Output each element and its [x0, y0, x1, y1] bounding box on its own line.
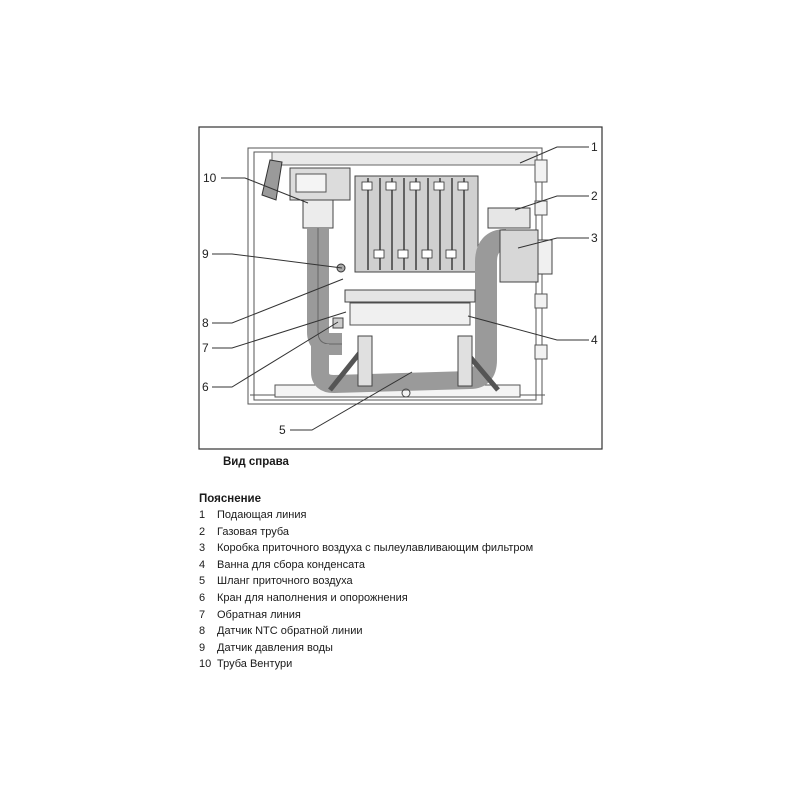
legend-item: [199, 557, 533, 574]
legend-item: [199, 573, 533, 590]
callout-7: 7: [202, 341, 209, 355]
legend-item-label: Коробка приточного воздуха с пылеулавливающим фильтром: [217, 542, 534, 555]
legend-item-number: 10: [199, 658, 212, 671]
legend-item-label: Шланг приточного воздуха: [217, 575, 353, 588]
legend-item-label: Датчик давления воды: [217, 641, 333, 654]
callout-10: 10: [203, 171, 217, 185]
legend-item: [199, 656, 533, 673]
legend-item-number: 2: [199, 525, 206, 538]
figure-caption: Вид справа: [223, 456, 289, 468]
callout-2: 2: [591, 189, 598, 203]
legend-item-label: Датчик NTC обратной линии: [217, 625, 363, 638]
heat-exchanger: [355, 176, 478, 272]
fill-drain-valve: [333, 318, 343, 328]
callout-1: 1: [591, 140, 598, 154]
legend-item-label: Газовая труба: [217, 525, 290, 538]
callout-3: 3: [591, 231, 598, 245]
legend-title: Пояснение: [199, 493, 261, 505]
legend: [199, 493, 533, 673]
legend-item-label: Подающая линия: [217, 509, 307, 521]
legend-item: [199, 590, 533, 607]
fan-module: [262, 160, 282, 200]
condensate-pan: [345, 290, 475, 325]
legend-item-label: Труба Вентури: [217, 658, 293, 671]
callout-8: 8: [202, 316, 209, 330]
legend-item-number: 3: [199, 542, 206, 555]
legend-item: [199, 507, 533, 524]
legend-item-label: Обратная линия: [217, 608, 301, 621]
legend-item: [199, 540, 533, 557]
callout-4: 4: [591, 333, 598, 347]
legend-item-number: 4: [199, 558, 206, 571]
legend-item: [199, 524, 533, 541]
callout-6: 6: [202, 380, 209, 394]
legend-item: [199, 623, 533, 640]
legend-item: [199, 640, 533, 657]
legend-item-number: 6: [199, 591, 206, 604]
callout-9: 9: [202, 247, 209, 261]
legend-item-number: 5: [199, 575, 206, 588]
legend-item-number: 7: [199, 608, 206, 621]
legend-item-number: 9: [199, 641, 206, 654]
legend-item-label: Кран для наполнения и опорожнения: [217, 591, 408, 604]
legend-item-number: 1: [199, 509, 206, 521]
legend-item-number: 8: [199, 625, 206, 638]
legend-item: [199, 607, 533, 624]
callout-5: 5: [279, 423, 286, 437]
top-flow-bar: [272, 152, 537, 165]
venturi-tube: [303, 200, 333, 228]
legend-item-label: Ванна для сбора конденсата: [217, 558, 365, 571]
